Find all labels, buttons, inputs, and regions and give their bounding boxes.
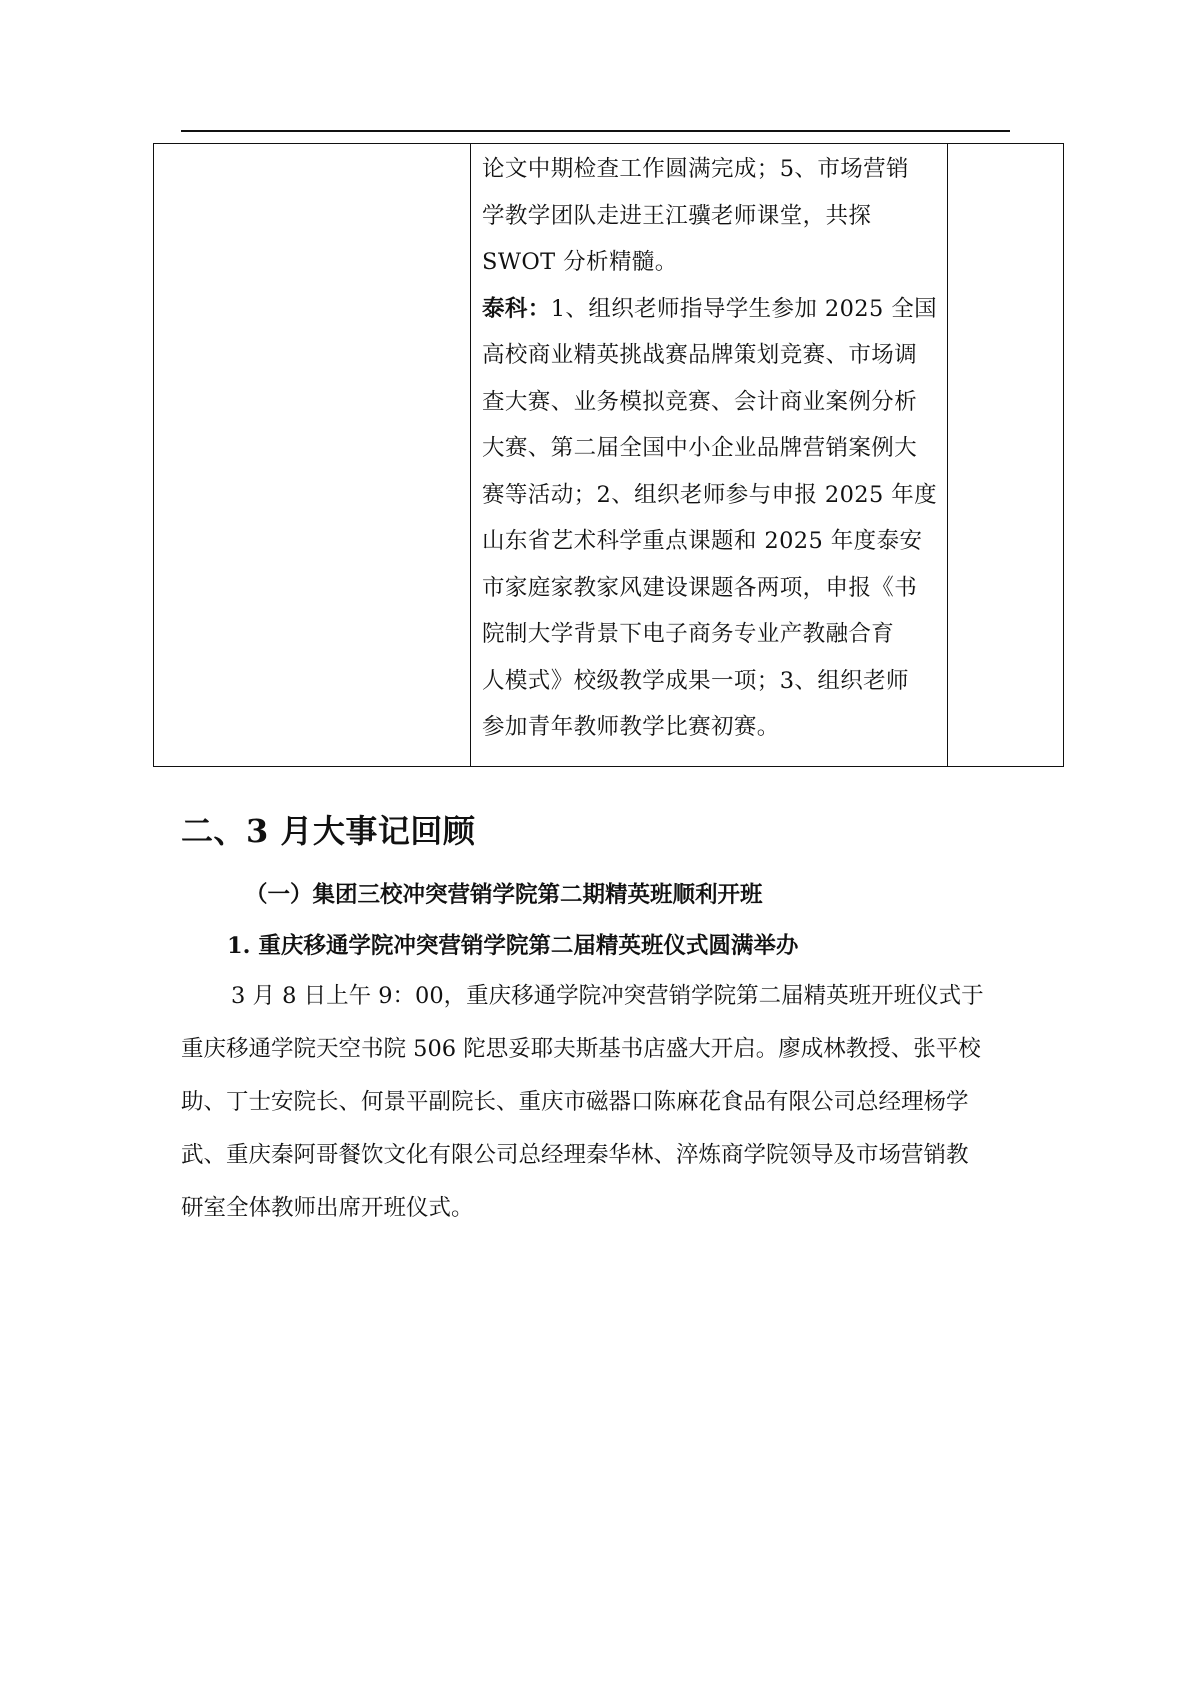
table-column-divider — [947, 144, 948, 766]
cell-line: SWOT 分析精髓。 — [482, 249, 678, 275]
cell-line-rest: 1、组织老师指导学生参加 2025 全国 — [550, 295, 938, 322]
cell-line: 参加青年教师教学比赛初赛。 — [482, 714, 780, 740]
paragraph-line: 研室全体教师出席开班仪式。 — [181, 1195, 474, 1221]
cell-line: 人模式》校级教学成果一项；3、组织老师 — [482, 667, 909, 694]
cell-line: 论文中期检查工作圆满完成；5、市场营销 — [482, 156, 909, 182]
cell-line: 学教学团队走进王江骥老师课堂，共探 — [482, 202, 872, 229]
cell-line — [482, 286, 942, 333]
cell-line: 高校商业精英挑战赛品牌策划竞赛、市场调 — [482, 342, 918, 368]
paragraph-line: 3 月 8 日上午 9：00，重庆移通学院冲突营销学院第二届精英班开班仪式于 — [231, 983, 984, 1009]
cell-line: 大赛、第二届全国中小企业品牌营销案例大 — [482, 435, 918, 461]
cell-line: 院制大学背景下电子商务专业产教融合育 — [482, 621, 895, 647]
section-heading: 二、3 月大事记回顾 — [181, 812, 476, 850]
table-content-cell — [482, 146, 942, 751]
body-paragraph — [181, 970, 1021, 1235]
cell-line: 山东省艺术科学重点课题和 2025 年度泰安 — [482, 528, 923, 554]
subsubsection-heading: 1. 重庆移通学院冲突营销学院第二届精英班仪式圆满举办 — [227, 933, 799, 959]
org-label-taike: 泰科： — [482, 295, 551, 322]
cell-line: 市家庭家教家风建设课题各两项，申报《书 — [482, 574, 918, 601]
subsection-heading: （一）集团三校冲突营销学院第二期精英班顺利开班 — [245, 882, 763, 908]
table-column-divider — [470, 144, 471, 766]
header-rule — [181, 130, 1010, 132]
paragraph-line: 武、重庆秦阿哥餐饮文化有限公司总经理秦华林、淬炼商学院领导及市场营销教 — [181, 1142, 969, 1168]
continued-table — [153, 143, 1064, 767]
cell-line: 查大赛、业务模拟竞赛、会计商业案例分析 — [482, 388, 918, 415]
cell-line: 赛等活动；2、组织老师参与申报 2025 年度 — [482, 481, 938, 508]
paragraph-line: 助、丁士安院长、何景平副院长、重庆市磁器口陈麻花食品有限公司总经理杨学 — [181, 1089, 969, 1115]
paragraph-line: 重庆移通学院天空书院 506 陀思妥耶夫斯基书店盛大开启。廖成林教授、张平校 — [181, 1036, 981, 1062]
